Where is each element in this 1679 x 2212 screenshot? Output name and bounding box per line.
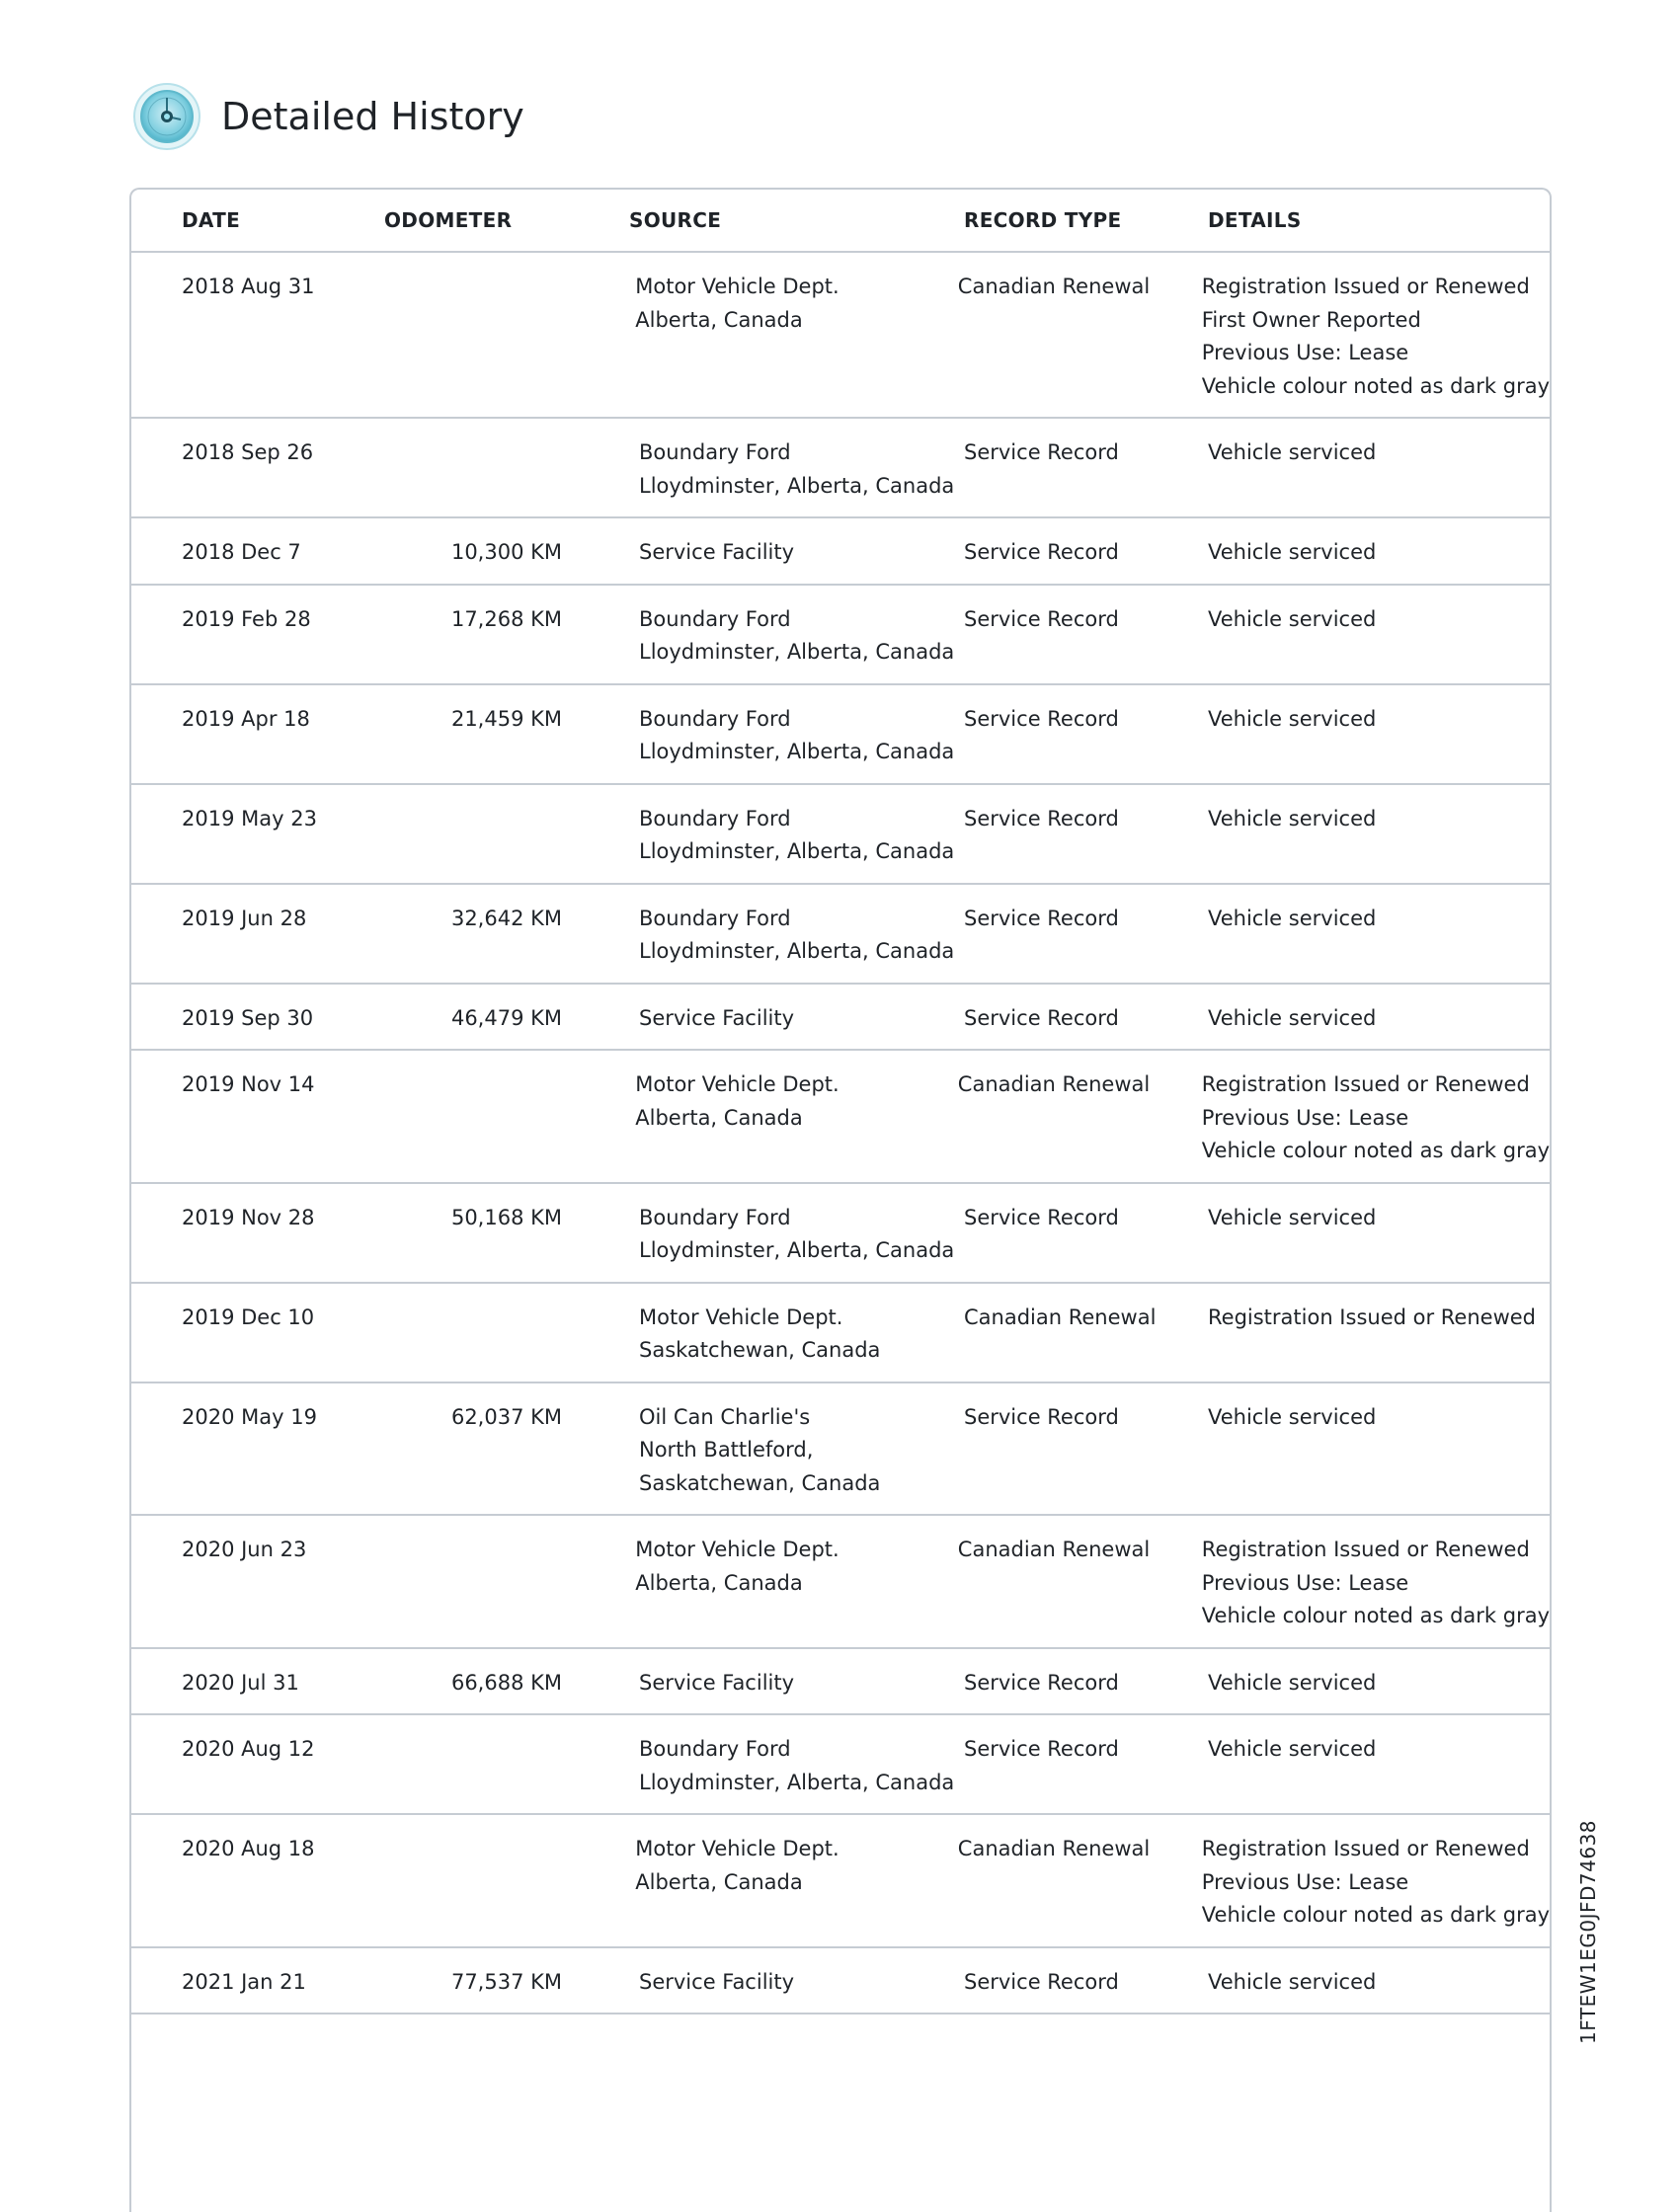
table-row <box>131 885 1550 985</box>
cell-source-line: Lloydminster, Alberta, Canada <box>639 740 955 763</box>
cell-source-line: Service Facility <box>639 540 795 564</box>
cell-source-line: Service Facility <box>639 1969 795 1994</box>
cell-date: 2019 Nov 28 <box>182 1205 315 1229</box>
cell-details-line: Vehicle serviced <box>1208 906 1377 930</box>
cell-source-line: Motor Vehicle Dept. <box>639 1304 843 1329</box>
cell-record-type: Canadian Renewal <box>957 1538 1151 1561</box>
cell-source <box>562 1667 888 1714</box>
clock-gauge-icon <box>132 82 201 151</box>
cell-odometer <box>384 1733 562 1813</box>
cell-details-line: Previous Use: Lease <box>1201 1570 1409 1595</box>
table-row <box>131 1383 1550 1517</box>
cell-details-line: Vehicle colour noted as dark gray <box>1201 1903 1550 1927</box>
cell-odometer: 66,688 KM <box>450 1670 562 1695</box>
table-row <box>131 419 1550 518</box>
cell-odometer: 32,642 KM <box>450 906 562 930</box>
column-header-details: DETAILS <box>1208 208 1302 232</box>
cell-source-line: Alberta, Canada <box>635 307 803 332</box>
cell-source-line: Boundary Ford <box>639 806 791 830</box>
table-row <box>131 1815 1550 1948</box>
column-header-odometer: ODOMETER <box>384 208 513 232</box>
cell-source-line: Boundary Ford <box>639 1205 791 1229</box>
cell-source-line: Service Facility <box>639 1005 795 1030</box>
cell-source-line: Oil Can Charlie's <box>639 1404 811 1429</box>
table-header <box>131 190 1550 253</box>
cell-source-line: Saskatchewan, Canada <box>639 1338 881 1362</box>
column-header-record-type: RECORD TYPE <box>964 208 1122 232</box>
cell-details <box>1140 1202 1376 1282</box>
cell-date: 2018 Sep 26 <box>182 440 314 464</box>
cell-source-line: Lloydminster, Alberta, Canada <box>639 640 955 664</box>
cell-details-line: Registration Issued or Renewed <box>1208 1304 1537 1329</box>
cell-record-type: Canadian Renewal <box>957 275 1151 298</box>
cell-source-line: Motor Vehicle Dept. <box>635 1538 840 1561</box>
cell-source <box>562 803 955 883</box>
cell-source <box>562 903 955 983</box>
cell-details <box>1140 1966 1376 2014</box>
cell-odometer <box>382 1833 558 1946</box>
cell-record-type: Service Record <box>964 1005 1119 1030</box>
cell-odometer: 17,268 KM <box>450 606 562 631</box>
cell-date: 2020 Jun 23 <box>182 1538 307 1561</box>
cell-record-type: Service Record <box>964 540 1119 564</box>
cell-odometer: 77,537 KM <box>450 1969 562 1994</box>
cell-details-line: Vehicle serviced <box>1208 1404 1377 1429</box>
cell-date: 2020 Aug 12 <box>182 1737 315 1761</box>
cell-details-line: Vehicle serviced <box>1208 1205 1377 1229</box>
cell-source <box>562 1966 888 2014</box>
cell-date: 2021 Jan 21 <box>182 1969 306 1994</box>
cell-details-line: First Owner Reported <box>1201 307 1421 332</box>
cell-record-type: Service Record <box>964 606 1119 631</box>
cell-source-line: Service Facility <box>639 1670 795 1695</box>
cell-source-line: North Battleford, <box>639 1438 814 1462</box>
cell-details-line: Vehicle colour noted as dark gray <box>1201 373 1550 398</box>
cell-details <box>1140 1401 1376 1515</box>
cell-source-line: Boundary Ford <box>639 606 791 631</box>
cell-source-line: Lloydminster, Alberta, Canada <box>639 473 955 498</box>
cell-details-line: Previous Use: Lease <box>1201 341 1409 364</box>
cell-details-line: Vehicle serviced <box>1208 440 1377 464</box>
cell-details-line: Vehicle serviced <box>1208 1670 1377 1695</box>
cell-details-line: Vehicle serviced <box>1208 540 1377 564</box>
cell-record-type: Service Record <box>964 1737 1119 1761</box>
cell-details-line: Vehicle serviced <box>1208 1737 1377 1761</box>
cell-details <box>1140 1667 1376 1714</box>
column-header-source: SOURCE <box>629 208 722 232</box>
cell-source-line: Motor Vehicle Dept. <box>635 1837 840 1860</box>
cell-source <box>562 1733 955 1813</box>
cell-source-line: Lloydminster, Alberta, Canada <box>639 839 955 863</box>
cell-record-type: Service Record <box>964 706 1119 731</box>
cell-source <box>558 1833 882 1946</box>
cell-details-line: Vehicle colour noted as dark gray <box>1201 1139 1550 1162</box>
cell-details-line: Vehicle serviced <box>1208 806 1377 830</box>
cell-details <box>1140 903 1376 983</box>
cell-details-line: Registration Issued or Renewed <box>1201 275 1530 298</box>
cell-source <box>562 703 955 783</box>
cell-date: 2020 May 19 <box>182 1404 317 1429</box>
history-table <box>129 188 1552 2212</box>
cell-record-type: Canadian Renewal <box>964 1304 1157 1329</box>
cell-details <box>1140 603 1376 683</box>
table-row <box>131 1284 1550 1383</box>
cell-record-type: Service Record <box>964 440 1119 464</box>
cell-details-line: Vehicle serviced <box>1208 706 1377 731</box>
cell-record-type: Canadian Renewal <box>957 1837 1151 1860</box>
cell-odometer <box>384 1302 562 1382</box>
table-row <box>131 1051 1550 1184</box>
cell-odometer <box>384 803 562 883</box>
cell-source-line: Boundary Ford <box>639 906 791 930</box>
cell-source-line: Motor Vehicle Dept. <box>635 275 840 298</box>
cell-source <box>562 536 888 584</box>
cell-date: 2019 Dec 10 <box>182 1304 315 1329</box>
cell-date: 2019 Feb 28 <box>182 606 311 631</box>
cell-source-line: Alberta, Canada <box>635 1570 803 1595</box>
cell-odometer: 46,479 KM <box>450 1005 562 1030</box>
cell-source <box>562 1002 888 1050</box>
cell-date: 2019 Apr 18 <box>182 706 310 731</box>
cell-source-line: Motor Vehicle Dept. <box>635 1072 840 1096</box>
cell-record-type: Service Record <box>964 806 1119 830</box>
table-row <box>131 1184 1550 1284</box>
cell-record-type: Canadian Renewal <box>957 1072 1151 1096</box>
cell-odometer: 62,037 KM <box>450 1404 562 1429</box>
table-row <box>131 586 1550 685</box>
cell-details-line: Registration Issued or Renewed <box>1201 1538 1530 1561</box>
cell-record-type: Service Record <box>964 1205 1119 1229</box>
cell-details <box>1134 271 1550 417</box>
cell-source-line: Lloydminster, Alberta, Canada <box>639 1770 955 1794</box>
table-row <box>131 785 1550 885</box>
cell-source-line: Boundary Ford <box>639 440 791 464</box>
cell-odometer <box>382 1068 558 1182</box>
cell-source-line: Boundary Ford <box>639 706 791 731</box>
table-body <box>131 253 1550 2014</box>
cell-record-type: Service Record <box>964 906 1119 930</box>
cell-source-line: Lloydminster, Alberta, Canada <box>639 939 955 963</box>
table-row <box>131 985 1550 1052</box>
cell-date: 2019 Sep 30 <box>182 1005 314 1030</box>
cell-source-line: Alberta, Canada <box>635 1869 803 1894</box>
cell-details <box>1140 1002 1376 1050</box>
cell-details <box>1140 803 1376 883</box>
page-header <box>132 81 524 152</box>
cell-odometer: 21,459 KM <box>450 706 562 731</box>
cell-details <box>1134 1068 1550 1182</box>
page-title: Detailed History <box>221 95 524 138</box>
table-row <box>131 1715 1550 1815</box>
cell-odometer <box>382 271 558 417</box>
cell-date: 2019 Jun 28 <box>182 906 307 930</box>
cell-details-line: Previous Use: Lease <box>1201 1105 1409 1130</box>
cell-source <box>562 436 955 516</box>
cell-details-line: Vehicle serviced <box>1208 1969 1377 1994</box>
cell-details <box>1140 1733 1376 1813</box>
cell-record-type: Service Record <box>964 1969 1119 1994</box>
cell-date: 2020 Jul 31 <box>182 1670 299 1695</box>
cell-source <box>562 1302 888 1382</box>
cell-odometer <box>382 1534 558 1647</box>
cell-date: 2019 May 23 <box>182 806 317 830</box>
cell-details <box>1134 1534 1550 1647</box>
cell-source-line: Lloydminster, Alberta, Canada <box>639 1238 955 1262</box>
cell-record-type: Service Record <box>964 1404 1119 1429</box>
cell-date: 2020 Aug 18 <box>182 1837 315 1860</box>
table-row <box>131 1948 1550 2015</box>
cell-source <box>562 1202 955 1282</box>
cell-odometer: 10,300 KM <box>450 540 562 564</box>
cell-details <box>1140 703 1376 783</box>
cell-source <box>562 603 955 683</box>
table-row <box>131 1649 1550 1716</box>
cell-details-line: Vehicle serviced <box>1208 1005 1377 1030</box>
cell-source-line: Alberta, Canada <box>635 1105 803 1130</box>
cell-source-line: Boundary Ford <box>639 1737 791 1761</box>
cell-details <box>1140 436 1376 516</box>
cell-details-line: Previous Use: Lease <box>1201 1869 1409 1894</box>
cell-source-line: Saskatchewan, Canada <box>639 1470 881 1495</box>
cell-source <box>558 1534 882 1647</box>
cell-odometer <box>384 436 562 516</box>
cell-details-line: Vehicle serviced <box>1208 606 1377 631</box>
table-row <box>131 253 1550 419</box>
cell-odometer: 50,168 KM <box>450 1205 562 1229</box>
cell-date: 2018 Dec 7 <box>182 540 301 564</box>
cell-details-line: Registration Issued or Renewed <box>1201 1837 1530 1860</box>
cell-record-type: Service Record <box>964 1670 1119 1695</box>
table-row <box>131 1516 1550 1649</box>
table-row <box>131 518 1550 586</box>
cell-source <box>562 1401 888 1515</box>
cell-details <box>1140 536 1376 584</box>
table-row <box>131 685 1550 785</box>
cell-source <box>558 271 882 417</box>
cell-details <box>1134 1833 1550 1946</box>
vin-label: 1FTEW1EG0JFD74638 <box>1576 1819 1600 2044</box>
cell-source <box>558 1068 882 1182</box>
cell-details <box>1140 1302 1536 1382</box>
cell-details-line: Registration Issued or Renewed <box>1201 1072 1530 1096</box>
cell-details-line: Vehicle colour noted as dark gray <box>1201 1604 1550 1627</box>
cell-date: 2018 Aug 31 <box>182 275 315 298</box>
cell-date: 2019 Nov 14 <box>182 1072 315 1096</box>
column-header-date: DATE <box>182 208 241 232</box>
